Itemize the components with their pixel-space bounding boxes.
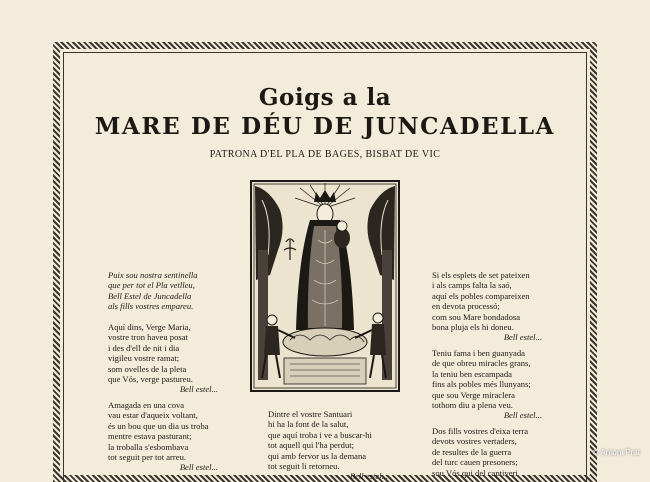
verse-line: tot aquell qui l'ha perdut; bbox=[268, 440, 355, 451]
verse-line: vostre tron haveu posat bbox=[108, 332, 188, 343]
verse-line: de que obreu miracles grans, bbox=[432, 358, 531, 369]
intro-line: Bell Estel de Juncadella bbox=[108, 290, 192, 301]
left-stanza-1 bbox=[108, 322, 218, 395]
verse-line: i als camps falta la saó, bbox=[432, 280, 512, 291]
verse-line: aquí els pobles compareixen bbox=[432, 290, 530, 301]
refrain: Bell estel... bbox=[349, 471, 388, 482]
left-stanza-2 bbox=[108, 400, 218, 473]
verse-line: de resultes de la guerra bbox=[432, 446, 512, 457]
refrain: Bell estel... bbox=[503, 410, 542, 421]
right-stanza-3 bbox=[432, 426, 542, 478]
verse-line: la teniu ben escampada bbox=[432, 368, 512, 379]
verse-line: en devota processó; bbox=[432, 301, 500, 312]
verse-line: vau estar d'aqueix voltant, bbox=[108, 410, 198, 421]
verse-line: Teniu fama i ben guanyada bbox=[432, 348, 525, 358]
verse-line: és un bou que un dia us troba bbox=[108, 420, 209, 431]
verse-line: tot seguit li retorneu. bbox=[268, 461, 340, 472]
title-line-1: Goigs a la bbox=[258, 84, 392, 111]
refrain: Bell estel... bbox=[503, 332, 542, 343]
verse-line: hi ha la font de la salut, bbox=[268, 419, 349, 430]
verse-line: vigileu vostre ramat; bbox=[108, 353, 180, 364]
verse-line: tot seguit per tot arreu. bbox=[108, 452, 187, 463]
center-stanza bbox=[268, 409, 388, 482]
right-stanza-2 bbox=[432, 348, 542, 421]
verse-line: tothom diu a plena veu. bbox=[432, 400, 513, 411]
refrain: Bell estel... bbox=[179, 462, 218, 473]
verse-line: fins als pobles més llunyans; bbox=[432, 379, 531, 390]
verse-line: la troballa s'esbombava bbox=[108, 441, 189, 452]
verse-line: devots vostres vertaders, bbox=[432, 436, 517, 447]
verse-line: com sou Mare bondadosa bbox=[432, 311, 521, 322]
verse-line: que sou Verge miraclera bbox=[432, 389, 515, 400]
verse-line: que Vós, verge pastureu. bbox=[108, 374, 193, 385]
verse-line: Si els esplets de set pateixen bbox=[432, 270, 530, 280]
verse-line: Dos fills vostres d'eixa terra bbox=[432, 426, 529, 436]
title-line-2: MARE DE DÉU DE JUNCADELLA bbox=[94, 113, 556, 140]
refrain: Bell estel... bbox=[179, 384, 218, 395]
subtitle: PATRONA D'EL PLA DE BAGES, BISBAT DE VIC bbox=[209, 149, 441, 160]
verse-line: Aquí dins, Verge Maria, bbox=[108, 322, 191, 332]
verse-line: bona pluja els hi doneu. bbox=[432, 322, 514, 333]
intro-line: que per tot el Pla vetlleu, bbox=[108, 280, 195, 291]
verse-line: del turc cauen presoners; bbox=[432, 457, 518, 468]
verse-line: sou Vós qui del captiveri bbox=[432, 467, 518, 478]
verse-line: mentre estava pasturant; bbox=[108, 431, 192, 442]
intro-line: als fills vostres empareu. bbox=[108, 301, 194, 312]
intro-line: Puix sou nostra sentinella bbox=[108, 270, 198, 280]
verse-line: i des d'ell de nit i dia bbox=[108, 342, 180, 353]
copyright-watermark: © Antoni Prat bbox=[592, 448, 640, 457]
verse-line: som ovelles de la pleta bbox=[108, 363, 187, 374]
verse-line: Dintre el vostre Santuari bbox=[268, 409, 353, 419]
verse-line: Amagada en una cova bbox=[108, 400, 185, 410]
verse-line: que aquí troba i ve a buscar-hi bbox=[268, 429, 372, 440]
virgin-engraving-image bbox=[250, 180, 400, 392]
verse-line: qui amb fervor us la demana bbox=[268, 450, 367, 461]
intro-stanza bbox=[108, 270, 198, 312]
right-stanza-1 bbox=[432, 270, 542, 343]
